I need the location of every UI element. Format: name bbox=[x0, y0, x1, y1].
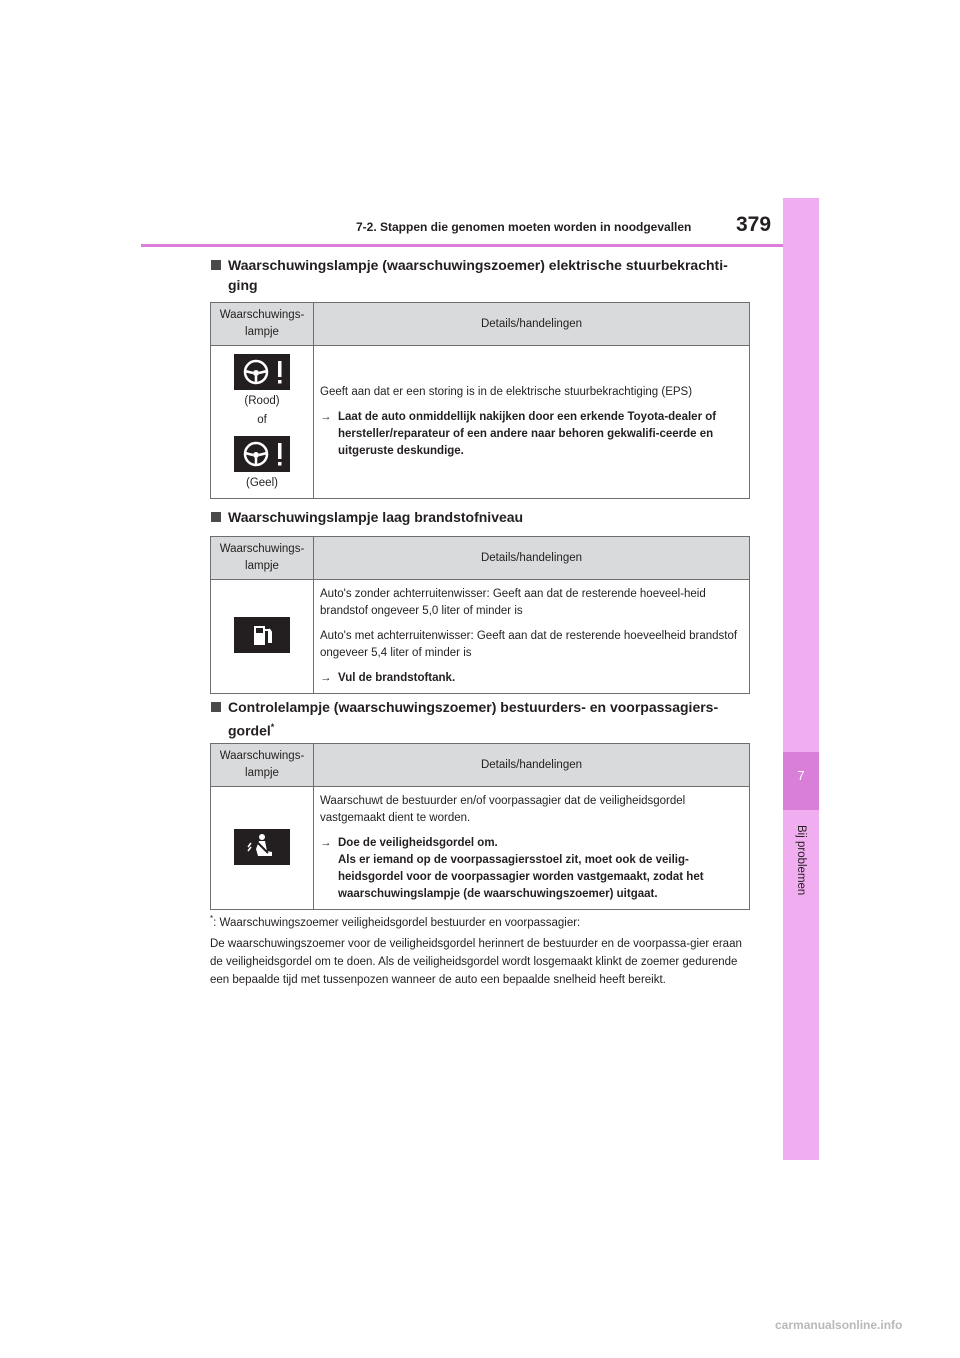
chapter-label: Bij problemen bbox=[795, 825, 807, 896]
icon-cell bbox=[211, 346, 314, 499]
header-rule bbox=[141, 244, 783, 247]
action-text: → Vul de brandstoftank. bbox=[320, 670, 744, 687]
chapter-number: 7 bbox=[797, 768, 805, 783]
col-warning-lamp-header: Waarschuwings- lampje bbox=[211, 303, 314, 346]
section-heading-fuel bbox=[211, 507, 750, 527]
seatbelt-icon bbox=[234, 829, 290, 865]
caption-yellow: (Geel) bbox=[246, 476, 278, 489]
footnote: *: Waarschuwingszoemer veiligheidsgordel bestuurder en voorpassagier: bbox=[210, 914, 581, 929]
section-heading-text: Waarschuwingslampje (waarschuwingszoemer) elektrische stuurbekrachti-ging bbox=[228, 257, 728, 293]
section-bullet bbox=[211, 512, 221, 522]
eps-warning-table bbox=[210, 302, 750, 499]
table-row bbox=[211, 787, 750, 910]
action-text: → Doe de veiligheidsgordel om. Als er iemand op de voorpassagiersstoel zit, moet ook de veilig-heidsgordel voor de voorpassagier worden vastgemaakt, zodat het waarschuwingslampje (de waarschuwingszoemer) uitgaat. bbox=[320, 835, 744, 903]
fuel-warning-table bbox=[210, 536, 750, 694]
col-warning-lamp-header: Waarschuwings- lampje bbox=[211, 744, 314, 787]
body-paragraph: De waarschuwingszoemer voor de veiligheidsgordel herinnert de bestuurder en de voorpassa-gier eraan de veiligheidsgordel om te doen. Als de veiligheidsgordel wordt losgemaakt klinkt de zoemer gedurende een bepaalde tijd met tussenpozen wanneer de auto een bepaalde snelheid heeft bereikt. bbox=[210, 938, 742, 986]
footnote-mark: * bbox=[210, 914, 214, 923]
details-cell bbox=[314, 580, 750, 694]
section-bullet bbox=[211, 702, 221, 712]
caption-or: of bbox=[257, 413, 267, 426]
icon-cell bbox=[211, 787, 314, 910]
details-cell bbox=[314, 787, 750, 910]
action-text: → Laat de auto onmiddellijk nakijken door een erkende Toyota-dealer of hersteller/reparateur of een andere naar behoren gekwalifi-ceerde en uitgeruste deskundige. bbox=[320, 409, 744, 460]
detail-text: Waarschuwt de bestuurder en/of voorpassagier dat de veiligheidsgordel vastgemaakt dient te worden. bbox=[320, 795, 686, 824]
table-header-row bbox=[211, 303, 750, 346]
footnote-mark: * bbox=[270, 722, 275, 732]
steering-warning-icon bbox=[234, 436, 290, 472]
watermark: carmanualsonline.info bbox=[775, 1318, 903, 1332]
arrow-icon: → bbox=[320, 411, 332, 423]
detail-text: Auto's met achterruitenwisser: Geeft aan dat de resterende hoeveelheid brandstof ongeveer 5,4 liter of minder is bbox=[320, 630, 738, 659]
chapter-tab[interactable] bbox=[783, 752, 819, 810]
table-header-row bbox=[211, 744, 750, 787]
col-details-header: Details/handelingen bbox=[314, 303, 750, 346]
fuel-pump-icon bbox=[234, 617, 290, 653]
arrow-icon: → bbox=[320, 672, 332, 684]
detail-text: Geeft aan dat er een storing is in de elektrische stuurbekrachtiging (EPS) bbox=[320, 386, 693, 398]
section-heading-eps bbox=[211, 255, 750, 295]
page-number: 379 bbox=[736, 213, 772, 236]
table-row bbox=[211, 580, 750, 694]
table-row bbox=[211, 346, 750, 499]
section-heading-text: Waarschuwingslampje laag brandstofniveau bbox=[228, 509, 524, 525]
detail-text: Auto's zonder achterruitenwisser: Geeft aan dat de resterende hoeveel-heid brandstof ongeveer 5,0 liter of minder is bbox=[320, 588, 706, 617]
caption-red: (Rood) bbox=[244, 394, 280, 407]
col-warning-lamp-header: Waarschuwings- lampje bbox=[211, 537, 314, 580]
steering-warning-icon bbox=[234, 354, 290, 390]
section-heading-seatbelt bbox=[211, 697, 750, 741]
table-header-row bbox=[211, 537, 750, 580]
running-header-title: 7-2. Stappen die genomen moeten worden in noodgevallen bbox=[356, 220, 692, 234]
col-details-header: Details/handelingen bbox=[314, 537, 750, 580]
chapter-side-bar bbox=[783, 198, 819, 1160]
arrow-icon: → bbox=[320, 837, 332, 849]
section-heading-text: Controlelampje (waarschuwingszoemer) bestuurders- en voorpassagiers-gordel* bbox=[228, 699, 719, 739]
section-bullet bbox=[211, 260, 221, 270]
icon-cell bbox=[211, 580, 314, 694]
seatbelt-warning-table bbox=[210, 743, 750, 910]
details-cell bbox=[314, 346, 750, 499]
col-details-header: Details/handelingen bbox=[314, 744, 750, 787]
